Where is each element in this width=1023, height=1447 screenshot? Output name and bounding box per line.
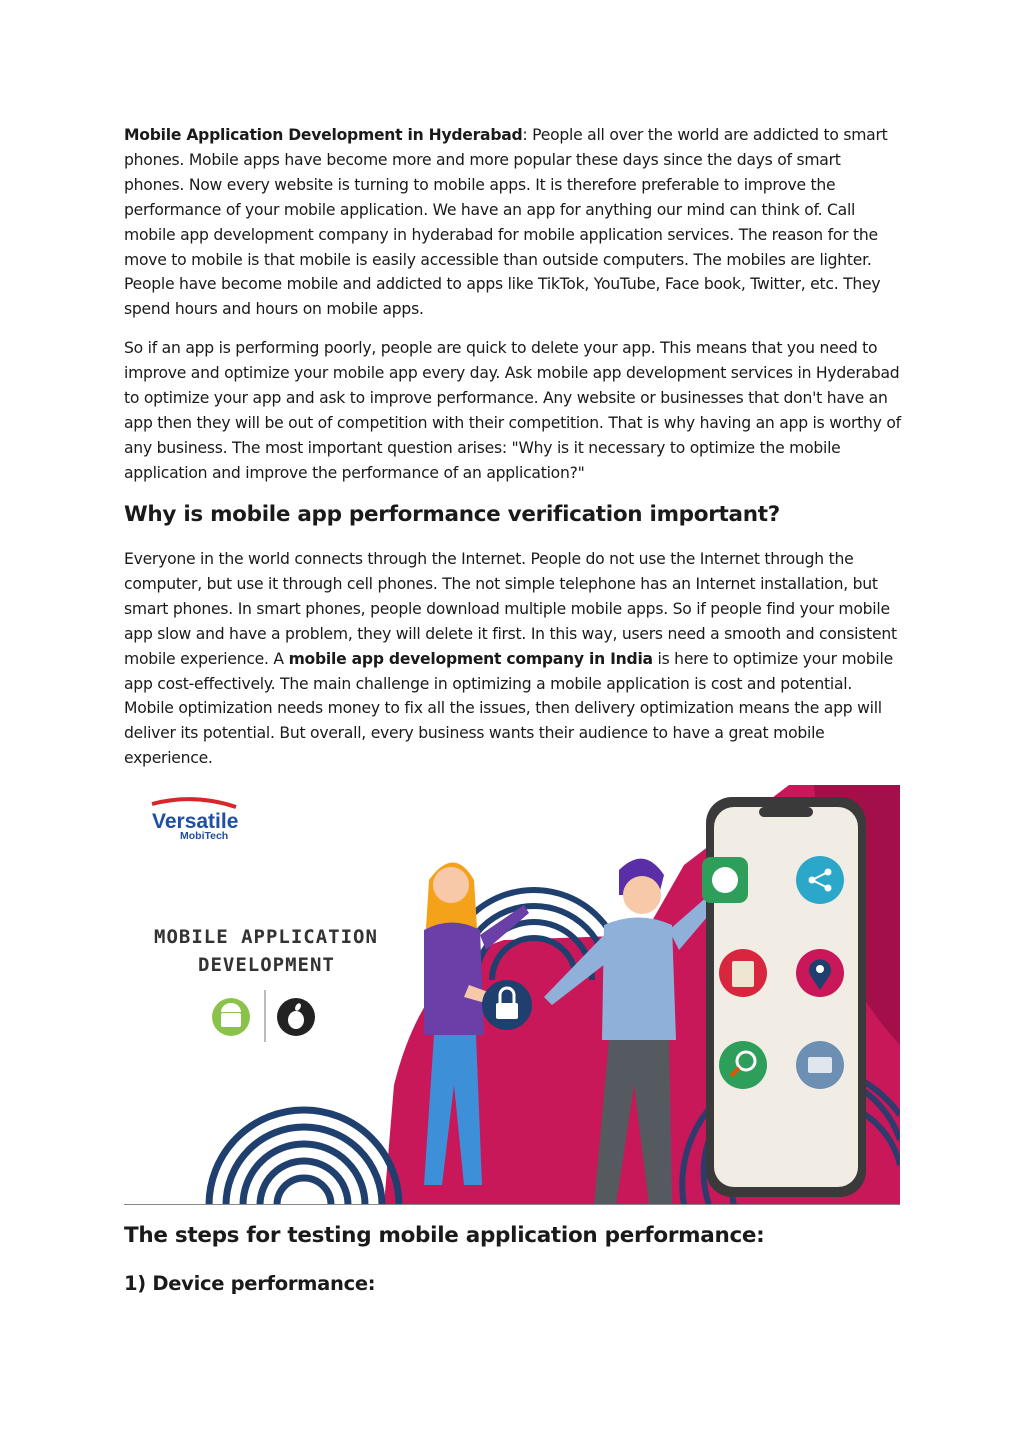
logo-main-text: Versatile: [152, 810, 239, 833]
verification-text-after: is here to optimize your mobile app cost-effectively. The main challenge in optimizing a mobile application is cost and potential. Mobile optimization needs money to fix all the issues, then delivery optimization means the app will deliver its potential. But overall, every business wants their audience to have a great mobile experience.: [124, 649, 893, 768]
mobile-app-development-illustration: [124, 785, 900, 1205]
verification-text-before: Everyone in the world connects through the Internet. People do not use the Internet through the computer, but use it through cell phones. The not simple telephone has an Internet installation, but smart phones. In smart phones, people download multiple mobile apps. So if people find your mobile app slow and have a problem, they will delete it first. In this way, users need a smooth and consistent mobile experience. A: [124, 550, 897, 668]
subheading-device-performance: 1) Device performance:: [124, 1272, 376, 1295]
optimization-paragraph: So if an app is performing poorly, people are quick to delete your app. This means that you need to improve and optimize your mobile app every day. Ask mobile app development services in Hyderabad to optimize your app and ask to improve performance. Any website or businesses that don't have an app then they will be out of competition with their competition. That is why having an app is worthy of any business. The most important question arises: "Why is it necessary to optimize the mobile application and improve the performance of an application?": [124, 339, 901, 482]
chat-icon: [702, 857, 748, 903]
location-pin-icon: [796, 949, 844, 997]
share-icon: [796, 856, 844, 904]
android-icon: [212, 998, 250, 1036]
lock-icon: [482, 980, 532, 1030]
search-icon: [719, 1041, 767, 1089]
intro-lead-bold: Mobile Application Development in Hyderabad: [124, 126, 523, 144]
verification-text-bold: mobile app development company in India: [288, 649, 653, 668]
hero-title-line-2: DEVELOPMENT: [198, 954, 335, 976]
apple-icon: [277, 998, 315, 1036]
figure-bottom-rule: [124, 1204, 900, 1205]
section-heading-verification: Why is mobile app performance verification important?: [124, 502, 780, 527]
platform-divider: [264, 990, 266, 1042]
section-heading-testing-steps: The steps for testing mobile application performance:: [124, 1223, 765, 1248]
intro-paragraph-text: : People all over the world are addicted to smart phones. Mobile apps have become more and more popular these days since the days of smart phones. Now every website is turning to mobile apps. It is therefore preferable to improve the performance of your mobile application. We have an app for anything our mind can think of. Call mobile app development company in hyderabad for mobile application services. The reason for the move to mobile is that mobile is easily accessible than outside computers. The mobiles are lighter. People have become mobile and addicted to apps like TikTok, YouTube, Face book, Twitter, etc. They spend hours and hours on mobile apps.: [124, 126, 888, 319]
logo-sub-text: MobiTech: [180, 830, 229, 842]
illustration-canvas: [124, 785, 900, 1205]
verification-paragraph: [124, 547, 904, 771]
document-icon: [719, 949, 767, 997]
hero-title-line-1: MOBILE APPLICATION: [154, 926, 378, 948]
intro-paragraph: [124, 123, 904, 322]
mail-icon: [796, 1041, 844, 1089]
